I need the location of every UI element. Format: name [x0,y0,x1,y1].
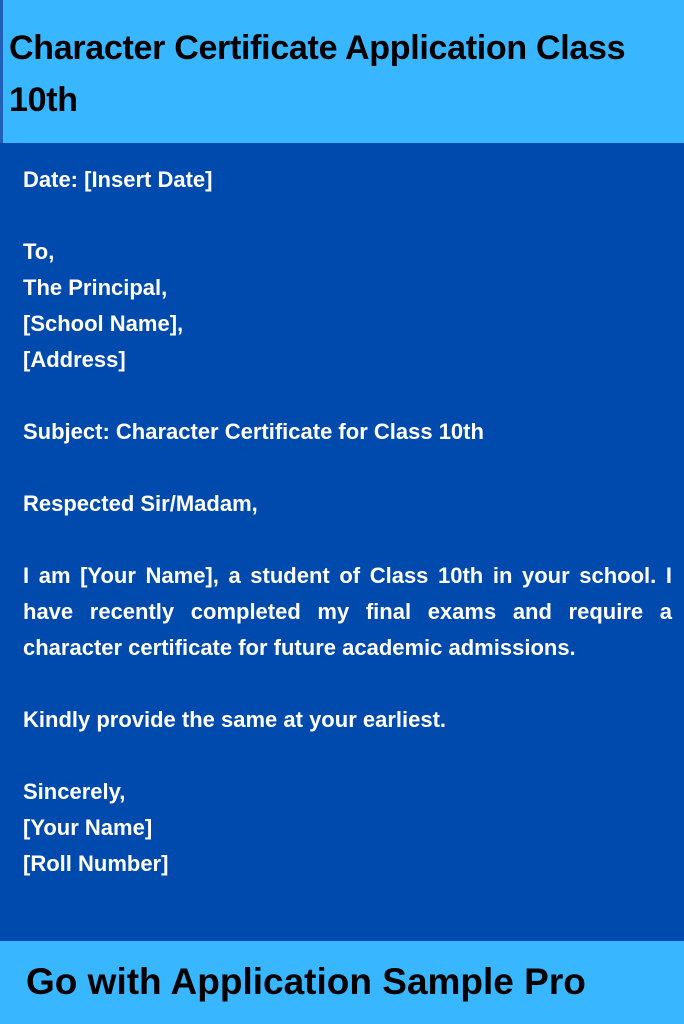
spacer [23,522,672,558]
salutation-line: Respected Sir/Madam, [23,491,258,516]
address-line: [Address] [23,347,126,372]
letter-body [23,162,672,882]
spacer [23,198,672,234]
request-line: Kindly provide the same at your earliest. [23,707,447,732]
spacer [23,450,672,486]
footer-text: Go with Application Sample Pro [26,961,586,1002]
roll-number: [Roll Number] [23,851,169,876]
header-banner [0,0,684,143]
signature-name: [Your Name] [23,815,153,840]
closing-line: Sincerely, [23,779,126,804]
spacer [23,666,672,702]
recipient-line: The Principal, [23,275,168,300]
date-line: Date: [Insert Date] [23,167,213,192]
footer-banner [0,941,684,1024]
spacer [23,378,672,414]
subject-line: Subject: Character Certificate for Class 10th [23,419,484,444]
page-title: Character Certificate Application Class 10th [9,29,626,119]
body-paragraph: I am [Your Name], a student of Class 10th in your school. I have recently completed my final exams and require a character certificate for future academic admissions. [23,563,672,660]
school-line: [School Name], [23,311,184,336]
spacer [23,738,672,774]
to-line: To, [23,239,55,264]
